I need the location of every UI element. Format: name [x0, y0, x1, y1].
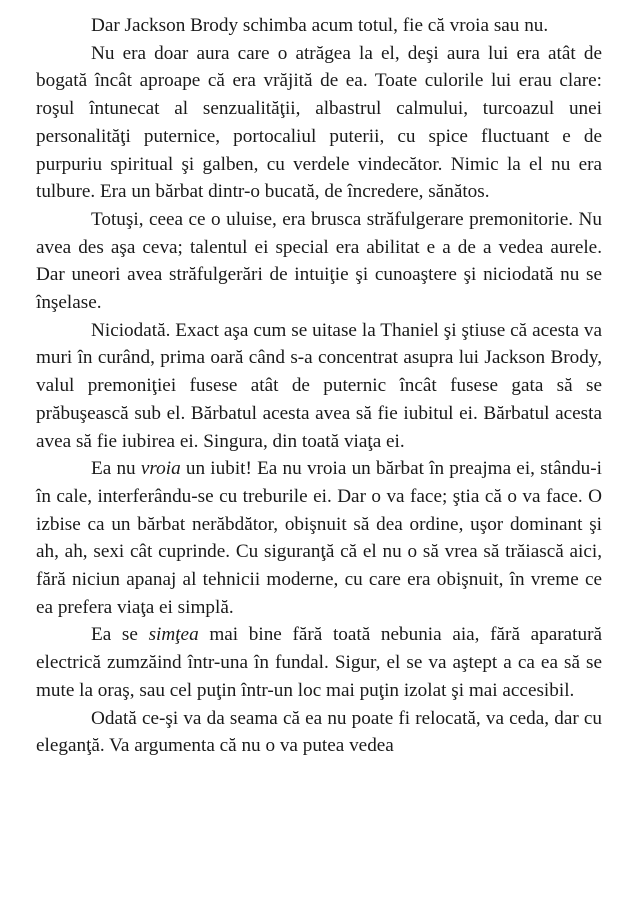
- paragraph-text: Totuşi, ceea ce o uluise, era brusca străfulgerare premonitorie. Nu avea des aşa ceva; talentul ei special era abilitat e a de a vedea aurele. Dar uneori avea străfulgerări de intuiţie şi cunoaştere şi niciodată nu se înşelase.: [36, 208, 602, 314]
- paragraph-text: Nu era doar aura care o atrăgea la el, deşi aura lui era atât de bogată încât aproape că era vrăjită de ea. Toate culorile lui erau clare: roşul întunecat al senzualităţii, albastrul calmului, turcoazul unei personalităţi puternice, portocaliul puterii, cu spice fluctuant e de purpuriu spiritual şi galben, cu verdele vindecător. Nimic la el nu era tulbure. Era un bărbat dintr-o bucată, de încredere, sănătos.: [36, 42, 602, 203]
- paragraph: [36, 206, 602, 317]
- paragraph-text: un iubit! Ea nu vroia un bărbat în preajma ei, stându-i în cale, interferându-se cu treburile ei. Dar o va face; ştia că o va face. O izbise ca un bărbat nerăbdător, obişnuit să dea ordine, uşor dominant şi ah, ah, sexi cât cuprinde. Cu siguranţă că el nu o să vrea să trăiască aici, fără niciun apanaj al tehnicii moderne, cu care era obişnuit, în vreme ce ea prefera viaţa ei simplă.: [36, 458, 602, 618]
- paragraph-text: Dar Jackson Brody schimba acum totul, fie că vroia sau nu.: [91, 15, 549, 36]
- paragraph-text: Ea nu: [91, 458, 141, 480]
- paragraph: [36, 40, 602, 206]
- paragraph: [36, 317, 602, 456]
- emphasized-word: simţea: [148, 624, 199, 646]
- paragraph: [36, 12, 602, 40]
- paragraph-text: mai bine fără toată nebunia aia, fără aparatură electrică zumzăind într-una în fundal. Sigur, el se va aştept a ca ea să se mute la oraş, sau cel puţin într-un loc mai puţin izolat şi mai accesibil.: [36, 624, 602, 701]
- paragraph: [36, 455, 602, 621]
- paragraph: [36, 705, 602, 760]
- paragraph-text: Odată ce-şi va da seama că ea nu poate fi relocată, va ceda, dar cu eleganţă. Va argumenta că nu o va putea vedea: [36, 707, 602, 757]
- paragraph: [36, 621, 602, 704]
- document-page: [36, 12, 602, 760]
- paragraph-text: Ea se: [91, 624, 149, 646]
- paragraph-text: Niciodată. Exact aşa cum se uitase la Thaniel şi ştiuse că acesta va muri în curând, prima oară când s-a concentrat asupra lui Jackson Brody, valul premoniţiei fusese atât de puternic încât fusese gata să se prăbuşească sub el. Bărbatul acesta avea să fie iubitul ei. Bărbatul acesta avea să fie iubirea ei. Singura, din toată viaţa ei.: [36, 319, 602, 452]
- emphasized-word: vroia: [140, 458, 181, 480]
